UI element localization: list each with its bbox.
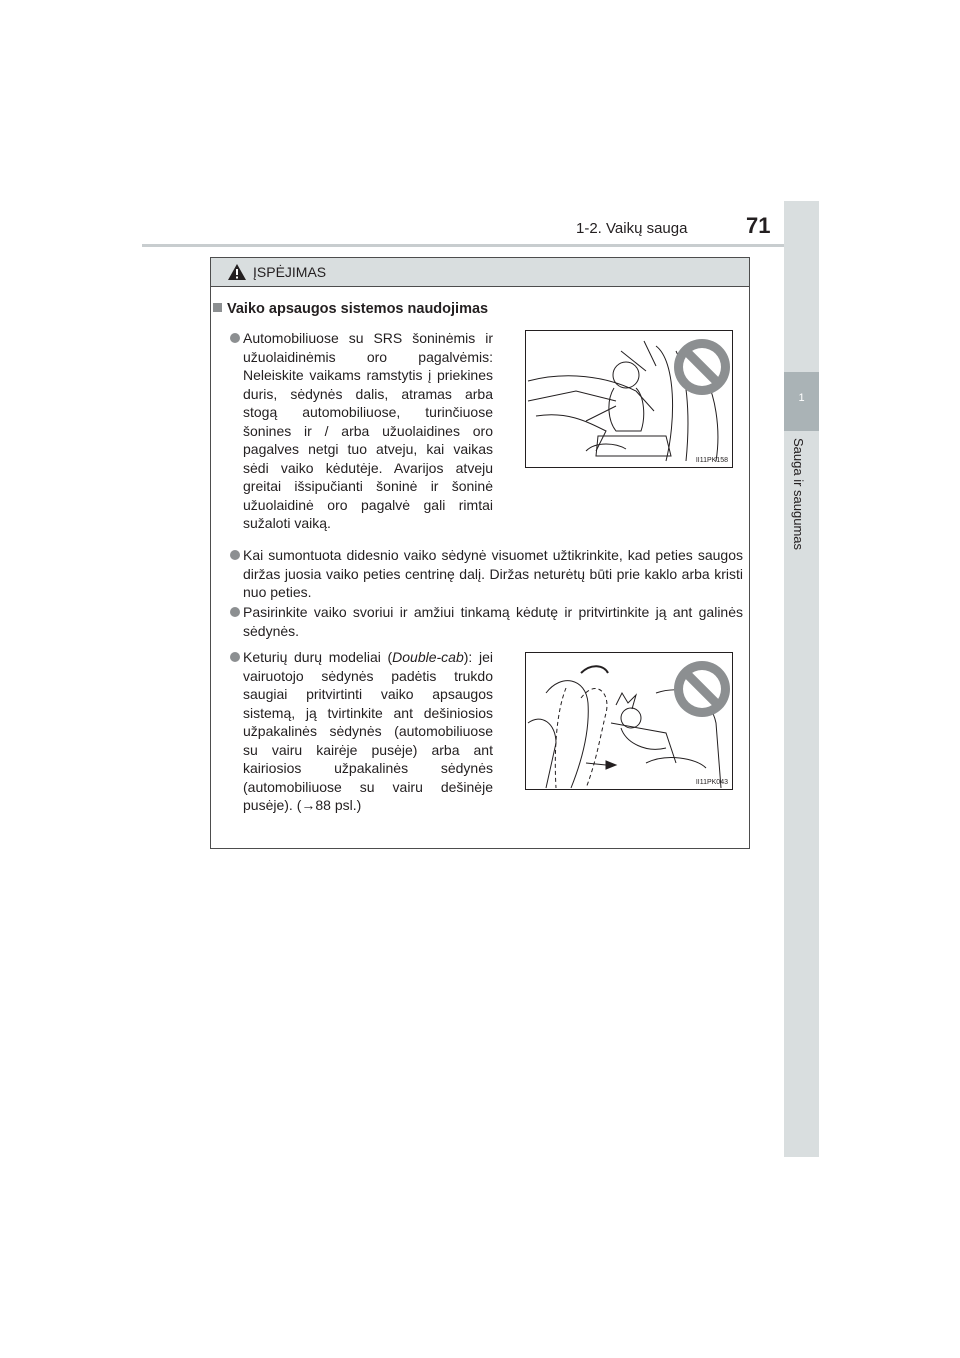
section-heading-text: Vaiko apsaugos sistemos naudojimas [227, 301, 489, 317]
bullet-item [243, 546, 743, 602]
bullet-text-before: Keturių durų modeliai ( [243, 649, 393, 665]
warning-triangle-icon [227, 263, 247, 281]
prohibition-icon [674, 661, 730, 717]
section-heading [213, 301, 488, 317]
bullet-item [243, 648, 493, 815]
figure-code: II11PK158 [695, 457, 728, 464]
header-rule [142, 244, 818, 247]
figure-front-seat-child-seat [525, 652, 733, 790]
warning-header [211, 258, 749, 287]
figure-code: II11PK043 [695, 779, 728, 786]
side-tab-number: 1 [798, 392, 805, 404]
bullet-text-italic: Double-cab [392, 649, 464, 665]
front-seat-illustration [526, 653, 732, 789]
square-bullet-icon [213, 303, 222, 312]
warning-box [210, 257, 750, 849]
side-tab [784, 201, 819, 1157]
bullet-dot-icon [230, 333, 240, 343]
page-number: 71 [746, 213, 771, 238]
bullet-item [243, 329, 493, 533]
bullet-text: Automobiliuose su SRS šoninėmis ir užuolaidinėmis oro pagalvėmis: Neleiskite vaikams ramstytis į priekines duris, sėdynės dalis, atramas arba stogą automobiliuose, turinčiuose šonines ir / arba užuolaidines oro pagalves netgi tuo atveju, kai vaikas sėdi vaiko kėdutėje. Avarijos atveju greitai išsipučianti šoninė ir šoninė užuolaidinė oro pagalvė gali rimtai sužaloti vaiką. [243, 330, 493, 531]
side-tab-label: Sauga ir saugumas [791, 438, 806, 551]
section-title: 1-2. Vaikų sauga [576, 220, 688, 237]
bullet-text-after: ): jei vairuotojo sėdynės padėtis trukdo saugiai pritvirtinti vaiko apsaugos sistemą, ją tvirtinkite ant dešiniosios užpakalinės sėdynės (automobiliuose su vairu kairėje pusėje) arba ant kairiosios užpakalinės sėdynės (automobiliuose su vairu dešinėje pusėje). (→88 psl.) [243, 649, 493, 813]
bullet-dot-icon [230, 550, 240, 560]
bullet-dot-icon [230, 652, 240, 662]
bullet-text: Kai sumontuota didesnio vaiko sėdynė visuomet užtikrinkite, kad peties saugos diržas juosia vaiko peties centrinę dalį. Diržas neturėtų būti prie kaklo arba kristi nuo peties. [243, 547, 743, 600]
bullet-text: Pasirinkite vaiko svoriui ir amžiui tinkamą kėdutę ir pritvirtinkite ją ant galinės sėdynės. [243, 604, 743, 639]
bullet-dot-icon [230, 607, 240, 617]
bullet-item [243, 603, 743, 640]
warning-title: ĮSPĖJIMAS [253, 264, 327, 280]
figure-child-leaning-door [525, 330, 733, 468]
child-seat-illustration [526, 331, 732, 467]
prohibition-icon [674, 339, 730, 395]
